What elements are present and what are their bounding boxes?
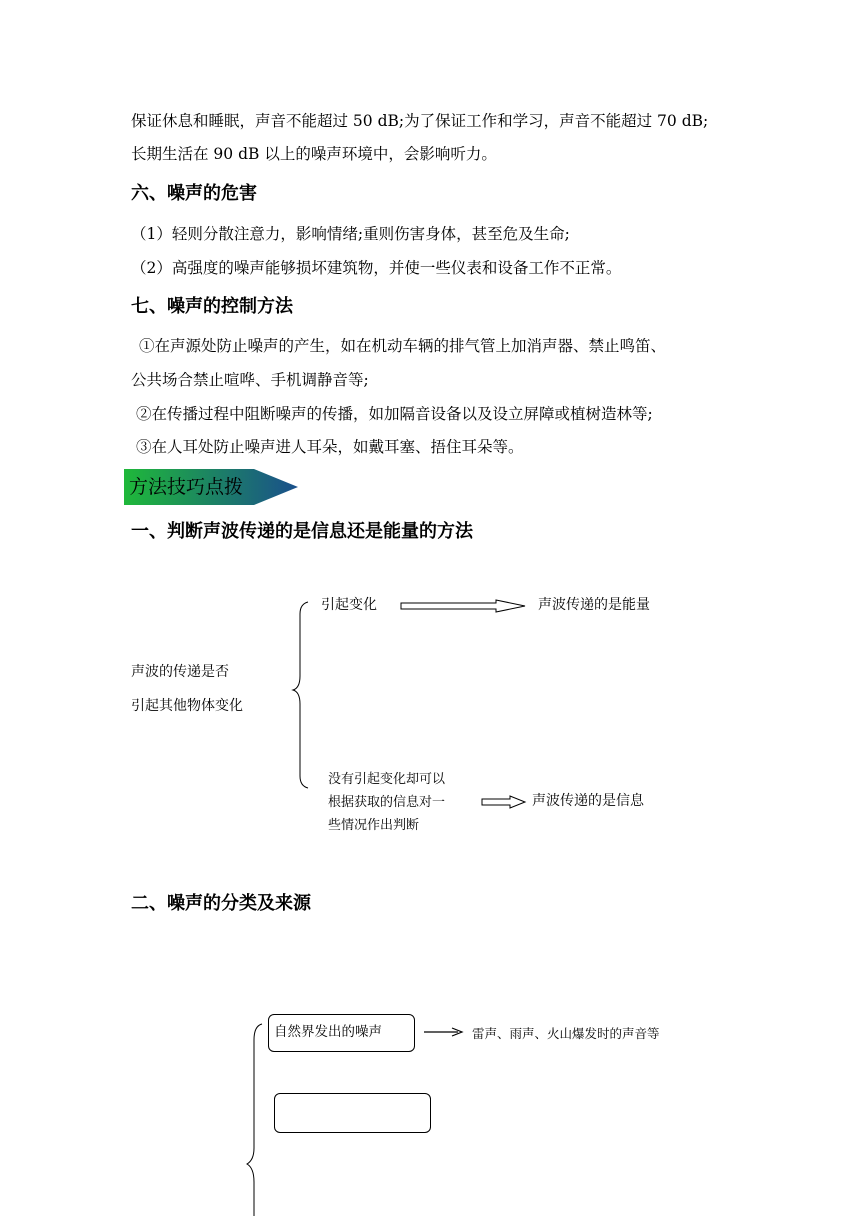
category-1-examples: 雷声、雨声、火山爆发时的声音等 bbox=[472, 1026, 660, 1041]
section-6-item-1: （1）轻则分散注意力，影响情绪;重则伤害身体，甚至危及生命; bbox=[131, 225, 570, 243]
method-1-root-line-1: 声波的传递是否 bbox=[131, 664, 229, 680]
method-1-branch-2-line-3: 些情况作出判断 bbox=[328, 818, 420, 833]
method-1-heading: 一、判断声波传递的是信息还是能量的方法 bbox=[131, 521, 473, 542]
method-1-branch-1-result: 声波传递的是能量 bbox=[538, 597, 650, 613]
section-7-item-1: ①在声源处防止噪声的产生，如在机动车辆的排气管上加消声器、禁止鸣笛、 bbox=[139, 337, 667, 355]
method-1-arrow-2 bbox=[482, 796, 525, 808]
method-2-brace bbox=[247, 1024, 262, 1216]
intro-line-1: 保证休息和睡眠，声音不能超过 50 dB;为了保证工作和学习，声音不能超过 70 dB; bbox=[131, 112, 709, 130]
method-1-branch-2-result: 声波传递的是信息 bbox=[532, 793, 644, 809]
method-1-branch-1-condition: 引起变化 bbox=[321, 597, 377, 613]
method-1-root-line-2: 引起其他物体变化 bbox=[131, 698, 243, 714]
section-6-heading: 六、噪声的危害 bbox=[131, 183, 257, 204]
method-2-heading: 二、噪声的分类及来源 bbox=[131, 893, 311, 914]
method-tips-banner-label: 方法技巧点拨 bbox=[129, 476, 244, 498]
section-7-item-3: ③在人耳处防止噪声进人耳朵，如戴耳塞、捂住耳朵等。 bbox=[136, 438, 524, 456]
method-1-branch-2-line-2: 根据获取的信息对一 bbox=[328, 795, 446, 810]
method-1-brace bbox=[293, 602, 308, 788]
section-6-item-2: （2）高强度的噪声能够损坏建筑物，并使一些仪表和设备工作不正常。 bbox=[131, 259, 622, 277]
intro-line-2: 长期生活在 90 dB 以上的噪声环境中，会影响听力。 bbox=[131, 145, 497, 163]
section-7-heading: 七、噪声的控制方法 bbox=[131, 296, 293, 317]
section-7-item-1-cont: 公共场合禁止喧哗、手机调静音等; bbox=[131, 371, 369, 389]
method-1-branch-2-line-1: 没有引起变化却可以 bbox=[328, 772, 446, 787]
method-1-arrow-1 bbox=[401, 600, 525, 612]
section-7-item-2: ②在传播过程中阻断噪声的传播，如加隔音设备以及设立屏障或植树造林等; bbox=[136, 405, 653, 423]
category-1-label: 自然界发出的噪声 bbox=[274, 1024, 382, 1040]
